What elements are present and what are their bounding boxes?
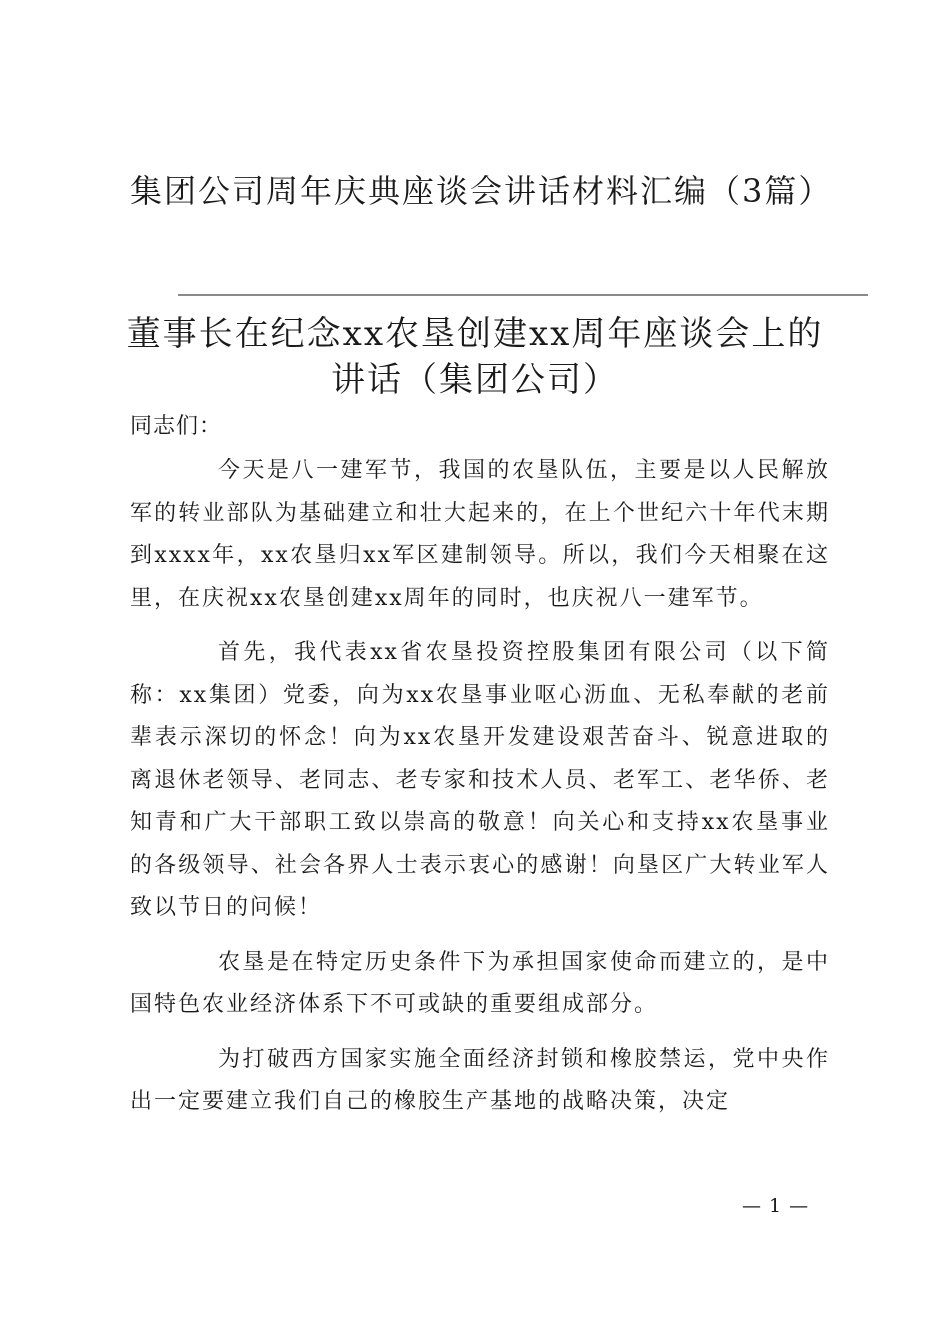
document-title: 集团公司周年庆典座谈会讲话材料汇编（3篇） [130, 172, 833, 210]
paragraph-1: 今天是八一建军节，我国的农垦队伍，主要是以人民解放军的转业部队为基础建立和壮大起来的，在上个世纪六十年代末期到xxxx年，xx农垦归xx军区建制领导。所以，我们今天相聚在这里，在庆祝xx农垦创建xx周年的同时，也庆祝八一建军节。 [130, 458, 830, 611]
paragraph-3: 农垦是在特定历史条件下为承担国家使命而建立的，是中国特色农业经济体系下不可或缺的重要组成部分。 [130, 949, 830, 1017]
salutation: 同志们： [130, 414, 223, 439]
speech-body [130, 450, 830, 1136]
title-divider [178, 294, 868, 296]
paragraph-4: 为打破西方国家实施全面经济封锁和橡胶禁运，党中央作出一定要建立我们自己的橡胶生产基地的战略决策，决定 [130, 1046, 830, 1114]
paragraph-2: 首先，我代表xx省农垦投资控股集团有限公司（以下简称：xx集团）党委，向为xx农垦事业呕心沥血、无私奉献的老前辈表示深切的怀念！向为xx农垦开发建设艰苦奋斗、锐意进取的离退休老领导、老同志、老专家和技术人员、老军工、老华侨、老知青和广大干部职工致以崇高的敬意！向关心和支持xx农垦事业的各级领导、社会各界人士表示衷心的感谢！向垦区广大转业军人致以节日的问候！ [130, 640, 830, 920]
page-number: — 1 — [742, 1195, 810, 1217]
speech-title: 董事长在纪念xx农垦创建xx周年座谈会上的讲话（集团公司） [126, 314, 824, 400]
